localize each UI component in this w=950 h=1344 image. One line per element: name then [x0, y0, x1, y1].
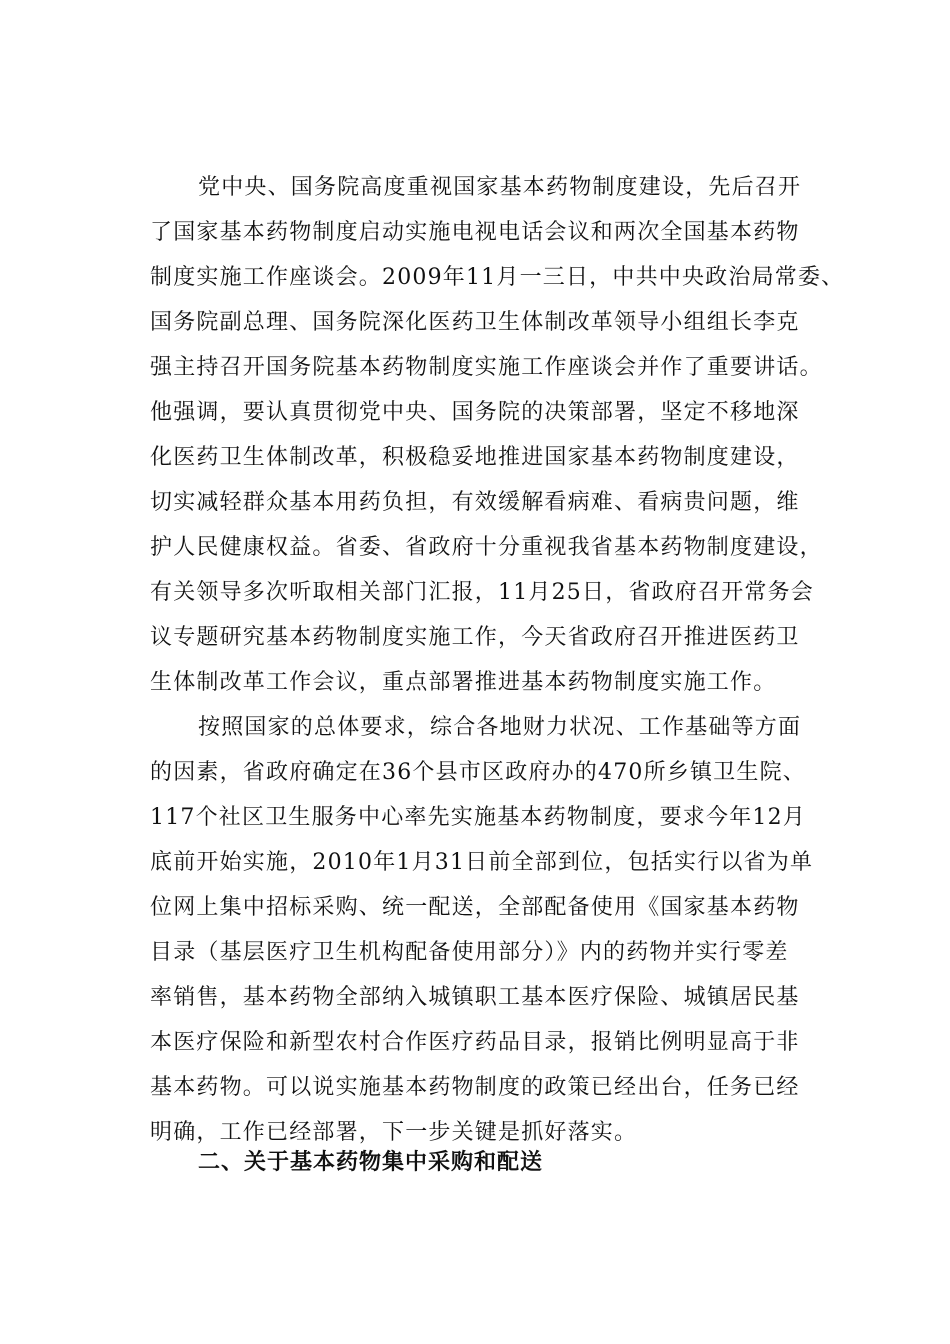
paragraph-line: 制度实施工作座谈会。2009年11月一三日，中共中央政治局常委、	[150, 265, 845, 290]
paragraph-line: 护人民健康权益。省委、省政府十分重视我省基本药物制度建设，	[150, 535, 823, 560]
section-heading: 二、关于基本药物集中采购和配送	[198, 1150, 544, 1175]
paragraph-line: 化医药卫生体制改革，积极稳妥地推进国家基本药物制度建设，	[150, 445, 800, 470]
paragraph-line: 117个社区卫生服务中心率先实施基本药物制度，要求今年12月	[150, 805, 806, 830]
paragraph-line: 的因素，省政府确定在36个县市区政府办的470所乡镇卫生院、	[150, 760, 806, 785]
paragraph-line: 国务院副总理、国务院深化医药卫生体制改革领导小组组长李克	[150, 310, 800, 335]
paragraph-1	[150, 165, 850, 705]
paragraph-line: 了国家基本药物制度启动实施电视电话会议和两次全国基本药物	[150, 220, 800, 245]
paragraph-line: 生体制改革工作会议，重点部署推进基本药物制度实施工作。	[150, 670, 777, 695]
paragraph-line: 切实减轻群众基本用药负担，有效缓解看病难、看病贵问题，维	[150, 490, 800, 515]
paragraph-line: 强主持召开国务院基本药物制度实施工作座谈会并作了重要讲话。	[150, 355, 823, 380]
paragraph-line: 位网上集中招标采购、统一配送，全部配备使用《国家基本药物	[150, 895, 800, 920]
paragraph-line: 他强调，要认真贯彻党中央、国务院的决策部署，坚定不移地深	[150, 400, 800, 425]
paragraph-line: 基本药物。可以说实施基本药物制度的政策已经出台，任务已经	[150, 1075, 800, 1100]
paragraph-line: 率销售，基本药物全部纳入城镇职工基本医疗保险、城镇居民基	[150, 985, 800, 1010]
paragraph-line: 党中央、国务院高度重视国家基本药物制度建设，先后召开	[198, 175, 802, 200]
paragraph-line: 本医疗保险和新型农村合作医疗药品目录，报销比例明显高于非	[150, 1030, 800, 1055]
paragraph-line: 按照国家的总体要求，综合各地财力状况、工作基础等方面	[198, 715, 802, 740]
paragraph-line: 议专题研究基本药物制度实施工作，今天省政府召开推进医药卫	[150, 625, 800, 650]
paragraph-line: 底前开始实施，2010年1月31日前全部到位，包括实行以省为单	[150, 850, 814, 875]
paragraph-line: 明确，工作已经部署，下一步关键是抓好落实。	[150, 1120, 638, 1145]
paragraph-line: 目录（基层医疗卫生机构配备使用部分）》内的药物并实行零差	[150, 940, 789, 965]
paragraph-line: 有关领导多次听取相关部门汇报，11月25日，省政府召开常务会	[150, 580, 814, 605]
paragraph-2	[150, 705, 850, 1155]
